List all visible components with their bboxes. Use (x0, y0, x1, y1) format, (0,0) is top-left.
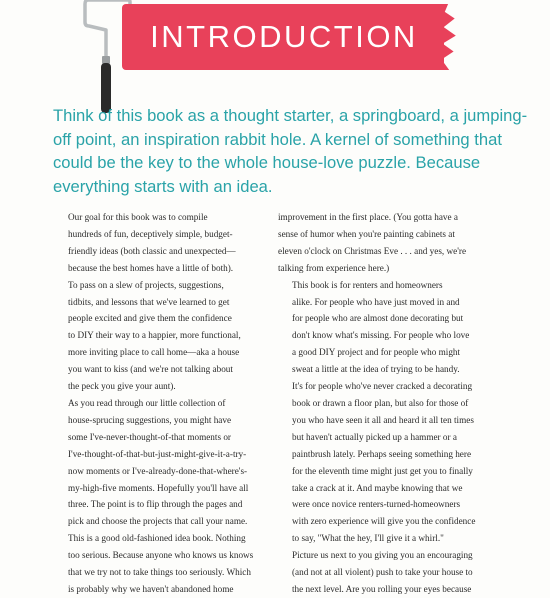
text-line: the next level. Are you rolling your eyes because (292, 583, 472, 594)
text-line: This is a good old-fashioned idea book. Nothing (68, 533, 246, 544)
text-line: alike. For people who have just moved in and (292, 296, 460, 307)
text-line: book or drawn a floor plan, but also for those of (292, 397, 469, 408)
body-paragraph (278, 277, 490, 548)
text-line: my-high-five moments. Hopefully you'll have all (68, 482, 249, 493)
text-line: you want to kiss (and we're not talking about (68, 364, 233, 375)
title-banner (124, 4, 444, 70)
body-paragraph (278, 209, 490, 277)
text-line: paintbrush lately. Perhaps seeing something here (292, 448, 472, 459)
text-line: the peck you give your aunt). (68, 381, 176, 392)
text-line: were once novice renters-turned-homeowners (292, 499, 461, 510)
text-line: because the best homes have a little of both). (68, 262, 234, 273)
text-line: but haven't actually picked up a hammer or a (292, 431, 457, 442)
text-line: don't know what's missing. For people who love (292, 330, 470, 341)
body-column-left (54, 209, 266, 598)
text-line: some I've-never-thought-of-that moments or (68, 431, 231, 442)
text-line: tidbits, and lessons that we've learned to get (68, 296, 230, 307)
text-line: As you read through our little collection of (68, 397, 226, 408)
text-line: more inviting place to call home—aka a house (68, 347, 240, 358)
body-paragraph (54, 209, 266, 395)
text-line: (and not at all violent) push to take your house to (292, 567, 473, 578)
text-line: you who have seen it all and heard it all ten times (292, 414, 474, 425)
page-title: INTRODUCTION (150, 19, 418, 54)
text-line: is probably why we haven't abandoned home (68, 583, 234, 594)
text-line: I've-thought-of-that-but-just-might-give-it-a-try- (68, 448, 247, 459)
lede-paragraph: Think of this book as a thought starter, a springboard, a jumping-off point, an inspiration rabbit hole. A kernel of something that could be the key to the whole house-love puzzle. Because everything starts with an idea. (53, 106, 528, 196)
body-paragraph (278, 547, 490, 598)
text-line: improvement in the first place. (You gotta have a (278, 212, 458, 222)
text-line: that we try not to take things too seriously. Which (68, 567, 251, 578)
text-line: to say, "What the hey, I'll give it a whirl." (292, 533, 444, 544)
text-line: Picture us next to you giving you an encouraging (292, 550, 473, 561)
text-line: sweat a little at the idea of trying to be handy. (292, 364, 460, 375)
text-line: This book is for renters and homeowners (292, 279, 443, 290)
text-line: talking from experience here.) (278, 262, 390, 273)
text-line: It's for people who've never cracked a decorating (292, 381, 473, 392)
text-line: Our goal for this book was to compile (68, 212, 208, 222)
body-paragraph (54, 395, 266, 598)
text-line: too serious. Because anyone who knows us knows (68, 550, 254, 561)
text-line: friendly ideas (both classic and unexpected— (68, 245, 236, 256)
text-line: a good DIY project and for people who might (292, 347, 461, 358)
text-line: eleven o'clock on Christmas Eve . . . and yes, we're (278, 245, 467, 256)
text-line: hundreds of fun, deceptively simple, budget- (68, 228, 233, 239)
text-line: to DIY their way to a happier, more functional, (68, 330, 241, 341)
text-line: now moments or I've-already-done-that-where's- (68, 465, 248, 476)
text-line: with zero experience will give you the confidence (292, 516, 476, 527)
text-line: sense of humor when you're painting cabinets at (278, 228, 455, 239)
text-line: To pass on a slew of projects, suggestions, (68, 279, 224, 290)
text-line: pick and choose the projects that call your name. (68, 516, 248, 527)
text-line: house-sprucing suggestions, you might have (68, 414, 232, 425)
text-line: for people who are almost done decorating but (292, 313, 464, 324)
text-line: people excited and give them the confidence (68, 313, 232, 324)
body-column-right (278, 209, 490, 598)
text-line: take a crack at it. And maybe knowing that we (292, 482, 463, 493)
text-line: three. The point is to flip through the pages and (68, 499, 243, 510)
text-line: for the eleventh time might just get you to finally (292, 465, 473, 476)
